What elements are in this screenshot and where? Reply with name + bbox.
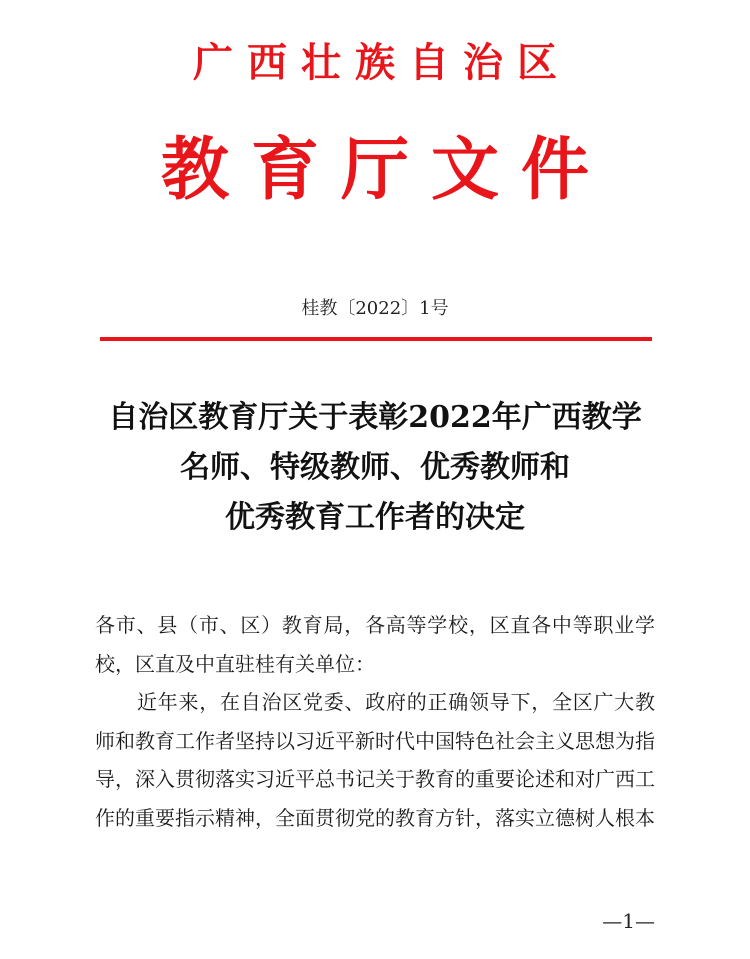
letterhead-issuer: 广西壮族自治区 xyxy=(193,39,571,86)
body-paragraph: 近年来，在自治区党委、政府的正确领导下，全区广大教师和教育工作者坚持以习近平新时代中国特色社会主义思想为指导，深入贯彻落实习近平总书记关于教育的重要论述和对广西工作的重要指示精神，全面贯彻党的教育方针，落实立德树人根本 xyxy=(95,690,655,830)
addressee-paragraph: 各市、县（市、区）教育局，各高等学校，区直各中等职业学校，区直及中直驻桂有关单位： xyxy=(95,613,655,676)
document-number: 桂教〔2022〕1号 xyxy=(301,298,449,319)
page-number: —1— xyxy=(602,909,655,933)
title-line-3: 优秀教育工作者的决定 xyxy=(225,500,525,535)
letterhead-document-type: 教育厅文件 xyxy=(160,130,611,210)
red-separator-line xyxy=(100,337,652,341)
title-line-2: 名师、特级教师、优秀教师和 xyxy=(180,450,570,485)
document-body xyxy=(95,606,655,838)
title-line-1: 自治区教育厅关于表彰2022年广西教学 xyxy=(108,400,642,435)
document-title xyxy=(0,393,750,543)
